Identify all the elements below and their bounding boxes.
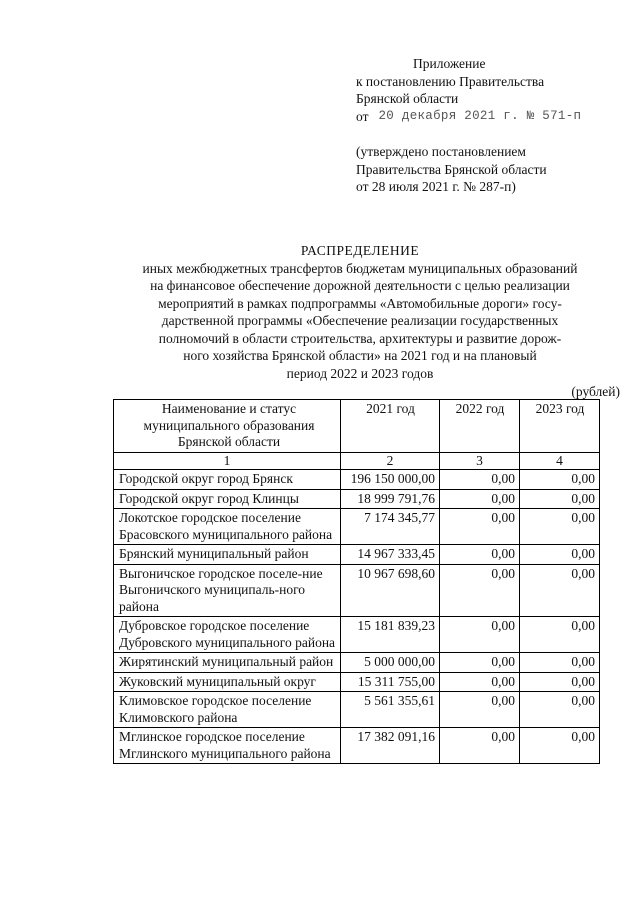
row-2023: 0,00 <box>520 692 600 728</box>
row-2021: 5 000 000,00 <box>341 653 440 673</box>
row-2023: 0,00 <box>520 728 600 764</box>
row-2022: 0,00 <box>440 470 520 490</box>
appendix-block <box>356 55 581 125</box>
units-label: (рублей) <box>571 384 620 399</box>
header-2021: 2021 год <box>341 400 440 453</box>
row-2021: 14 967 333,45 <box>341 545 440 565</box>
title-line: период 2022 и 2023 годов <box>286 365 434 381</box>
row-2022: 0,00 <box>440 692 520 728</box>
index-cell: 3 <box>440 452 520 470</box>
row-2022: 0,00 <box>440 545 520 565</box>
table-row <box>114 617 600 653</box>
row-name: Городской округ город Клинцы <box>114 489 341 509</box>
row-2023: 0,00 <box>520 672 600 692</box>
index-cell: 2 <box>341 452 440 470</box>
table-row <box>114 692 600 728</box>
row-2021: 7 174 345,77 <box>341 509 440 545</box>
approval-note <box>356 143 547 196</box>
row-name: Городской округ город Брянск <box>114 470 341 490</box>
title-line: на финансовое обеспечение дорожной деятельности с целью реализации <box>150 278 570 293</box>
table-row <box>114 470 600 490</box>
table-row <box>114 489 600 509</box>
header-2023: 2023 год <box>520 400 600 453</box>
row-2022: 0,00 <box>440 564 520 617</box>
table-header-row <box>114 400 600 453</box>
row-2023: 0,00 <box>520 470 600 490</box>
date-stamp: 20 декабря 2021 г. № 571-п <box>378 108 582 123</box>
appendix-line: Брянской области <box>356 91 459 106</box>
row-2022: 0,00 <box>440 653 520 673</box>
table-row <box>114 564 600 617</box>
row-2023: 0,00 <box>520 653 600 673</box>
row-2021: 17 382 091,16 <box>341 728 440 764</box>
row-2023: 0,00 <box>520 564 600 617</box>
row-2022: 0,00 <box>440 617 520 653</box>
row-2022: 0,00 <box>440 509 520 545</box>
table-row <box>114 545 600 565</box>
row-2022: 0,00 <box>440 489 520 509</box>
title-line: иных межбюджетных трансфертов бюджетам муниципальных образований <box>142 260 578 276</box>
row-name: Брянский муниципальный район <box>114 545 341 565</box>
header-name: Наименование и статус муниципального образования Брянской области <box>114 400 341 453</box>
appendix-title: Приложение <box>413 56 486 71</box>
appendix-line: к постановлению Правительства <box>356 73 545 89</box>
table-row <box>114 653 600 673</box>
row-2022: 0,00 <box>440 672 520 692</box>
row-2023: 0,00 <box>520 545 600 565</box>
row-name: Локотское городское поселение Брасовского муниципального района <box>114 509 341 545</box>
row-name: Климовское городское поселение Климовского района <box>114 692 341 728</box>
approval-line: от 28 июля 2021 г. № 287-п) <box>356 179 516 194</box>
title-line: дарственной программы «Обеспечение реализации государственных <box>161 313 559 328</box>
row-2021: 5 561 355,61 <box>341 692 440 728</box>
row-2023: 0,00 <box>520 509 600 545</box>
table-row <box>114 509 600 545</box>
index-cell: 4 <box>520 452 600 470</box>
approval-line: (утверждено постановлением <box>356 144 526 159</box>
row-2021: 15 311 755,00 <box>341 672 440 692</box>
row-name: Дубровское городское поселение Дубровского муниципального района <box>114 617 341 653</box>
row-name: Выгоничское городское поселе-ние Выгоничского муниципаль-ного района <box>114 564 341 617</box>
index-cell: 1 <box>114 452 341 470</box>
row-2021: 196 150 000,00 <box>341 470 440 490</box>
row-2023: 0,00 <box>520 617 600 653</box>
table-row <box>114 672 600 692</box>
header-2022: 2022 год <box>440 400 520 453</box>
title-heading: РАСПРЕДЕЛЕНИЕ <box>300 243 420 258</box>
title-line: ного хозяйства Брянской области» на 2021 год и на плановый <box>183 348 537 363</box>
row-2021: 18 999 791,76 <box>341 489 440 509</box>
row-2022: 0,00 <box>440 728 520 764</box>
approval-line: Правительства Брянской области <box>356 161 547 177</box>
row-2023: 0,00 <box>520 489 600 509</box>
document-title <box>100 242 620 382</box>
row-2021: 10 967 698,60 <box>341 564 440 617</box>
row-name: Жирятинский муниципальный район <box>114 653 341 673</box>
appendix-date-line <box>356 108 581 126</box>
table-row <box>114 728 600 764</box>
table-index-row <box>114 452 600 470</box>
row-name: Жуковский муниципальный округ <box>114 672 341 692</box>
row-2021: 15 181 839,23 <box>341 617 440 653</box>
title-line: полномочий в области строительства, архитектуры и развитие дорож- <box>158 330 562 346</box>
distribution-table <box>113 399 600 764</box>
title-line: мероприятий в рамках подпрограммы «Автомобильные дороги» госу- <box>158 295 562 311</box>
date-prefix: от <box>356 108 369 124</box>
row-name: Мглинское городское поселение Мглинского муниципального района <box>114 728 341 764</box>
